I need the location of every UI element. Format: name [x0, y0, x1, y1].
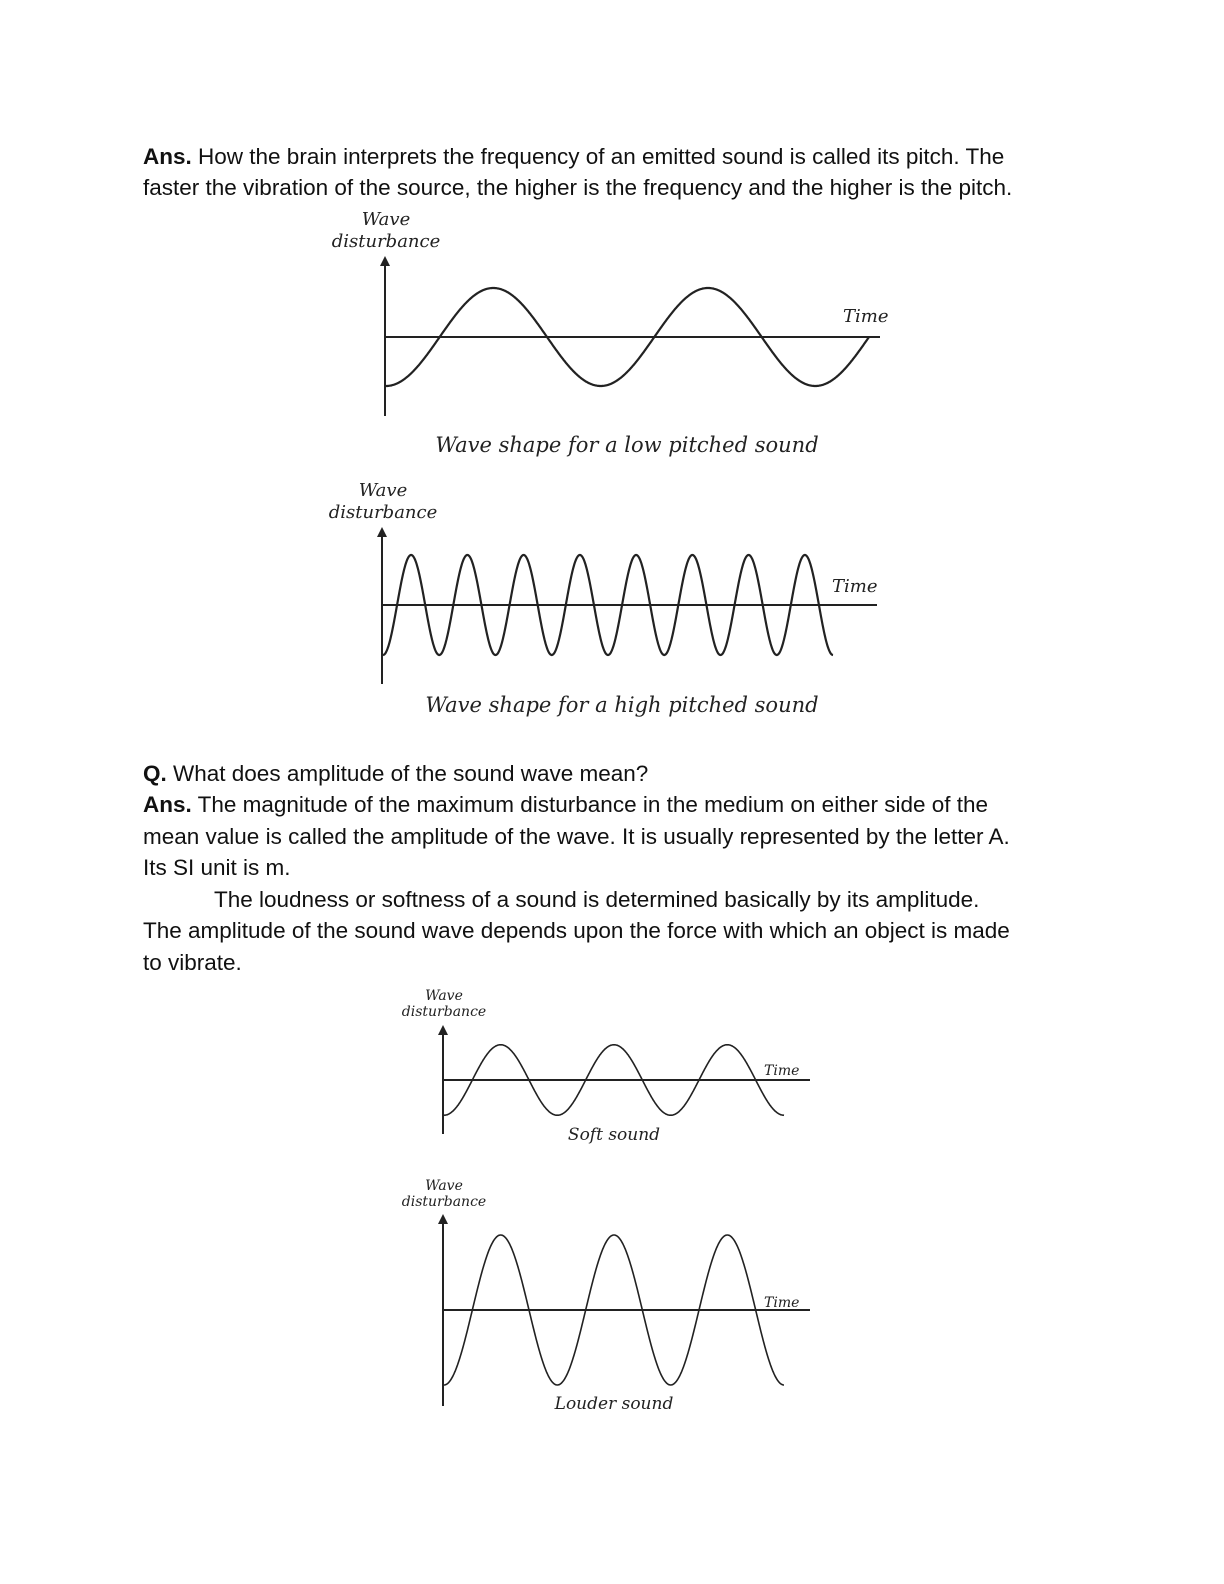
y-axis-label: Wave	[425, 988, 463, 1004]
x-axis-label: Time	[764, 1295, 800, 1311]
x-axis-label: Time	[764, 1063, 800, 1079]
answer-amplitude-line-2: mean value is called the amplitude of the wave. It is usually represented by the letter A.	[143, 824, 1010, 849]
x-axis-label: Time	[843, 306, 889, 327]
y-axis-label: Wave	[358, 480, 408, 501]
y-axis-label: Wave	[361, 209, 411, 230]
arrow-up-icon	[380, 256, 390, 266]
figure-low-pitch	[332, 209, 889, 457]
ans-label: Ans.	[143, 144, 192, 169]
arrow-up-icon	[377, 527, 387, 537]
text: The magnitude of the maximum disturbance in the medium on either side of the	[191, 792, 989, 817]
figure-caption: Wave shape for a low pitched sound	[435, 433, 819, 457]
x-axis-label: Time	[832, 576, 878, 597]
figure-high-pitch	[329, 480, 878, 717]
figure-caption: Soft sound	[567, 1125, 661, 1145]
y-axis-label: disturbance	[331, 231, 441, 252]
question-text: What does amplitude of the sound wave mean?	[166, 761, 649, 786]
answer-pitch-line-2: faster the vibration of the source, the higher is the frequency and the higher is the pitch.	[143, 175, 1013, 200]
figure-caption: Wave shape for a high pitched sound	[425, 693, 819, 717]
y-axis-label: disturbance	[328, 502, 438, 523]
answer-amplitude-line-6: to vibrate.	[143, 950, 242, 975]
answer-amplitude-line-3: Its SI unit is m.	[143, 855, 291, 880]
arrow-up-icon	[438, 1025, 448, 1035]
q-label: Q.	[143, 761, 167, 786]
ans-label: Ans.	[143, 792, 192, 817]
figure-soft-sound	[402, 988, 800, 1145]
y-axis-label: Wave	[425, 1178, 463, 1194]
y-axis-label: disturbance	[401, 1194, 487, 1210]
text: How the brain interprets the frequency of an emitted sound is called its pitch. The	[191, 144, 1005, 169]
figure-louder-sound	[402, 1178, 800, 1414]
y-axis-label: disturbance	[401, 1004, 487, 1020]
figure-caption: Louder sound	[554, 1394, 674, 1414]
answer-amplitude-line-5: The amplitude of the sound wave depends upon the force with which an object is made	[143, 918, 1010, 943]
arrow-up-icon	[438, 1214, 448, 1224]
answer-amplitude-line-4: The loudness or softness of a sound is determined basically by its amplitude.	[214, 887, 980, 912]
